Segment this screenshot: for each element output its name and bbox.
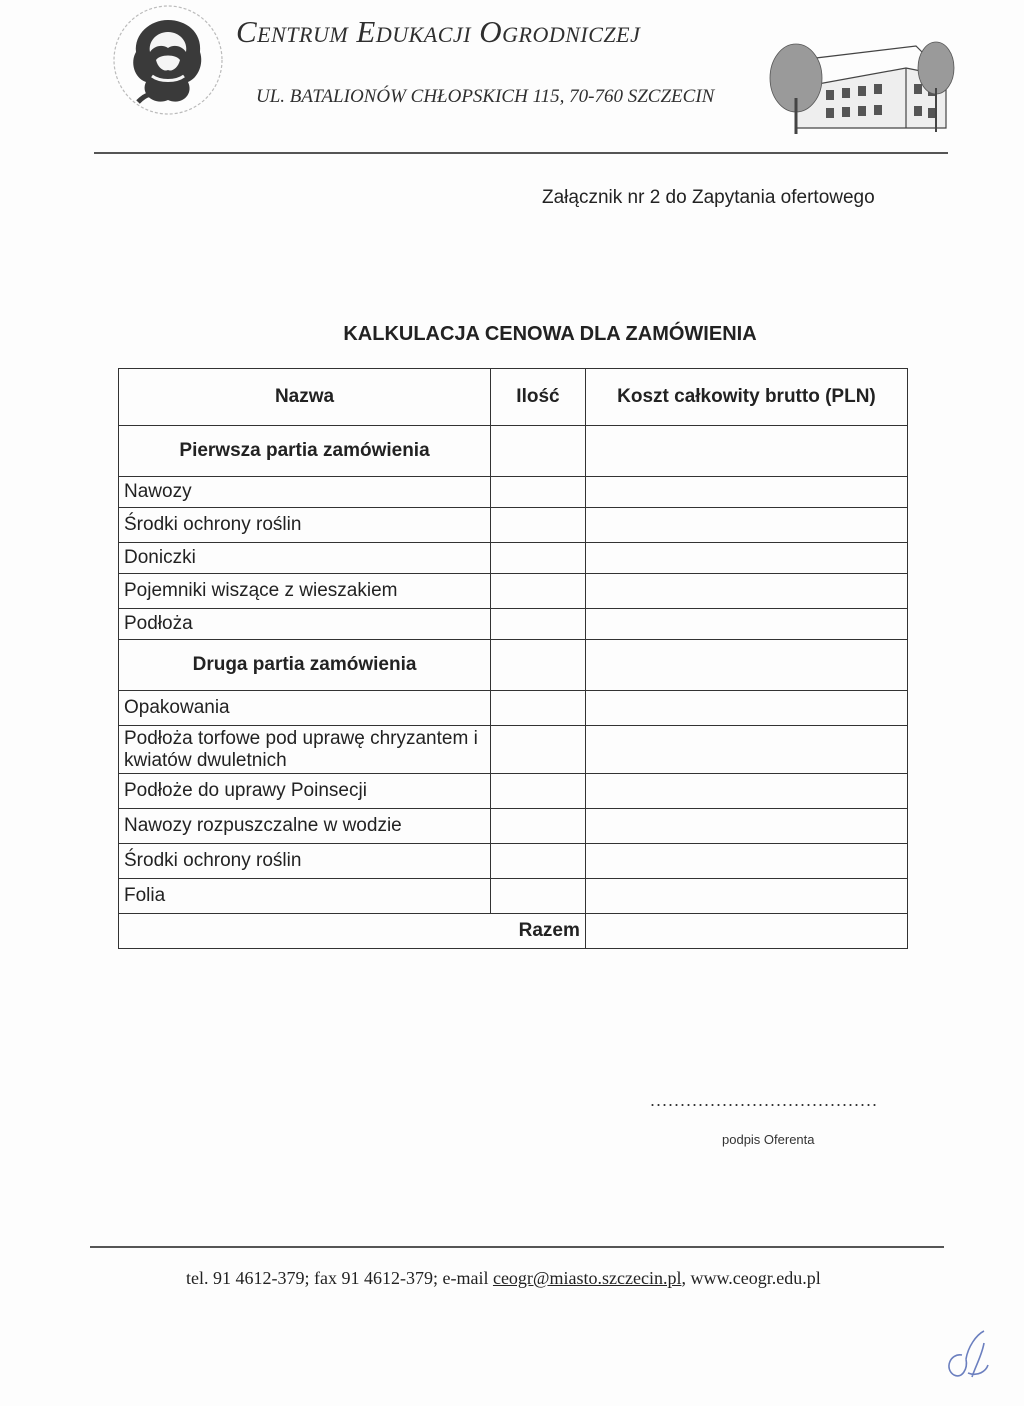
quantity-cell[interactable] [491,543,586,574]
cost-cell[interactable] [585,574,907,609]
organization-address: UL. BATALIONÓW CHŁOPSKICH 115, 70-760 SZCZECIN [256,86,715,107]
total-label: Razem [119,914,586,949]
quantity-cell[interactable] [491,426,586,477]
quantity-cell[interactable] [491,477,586,508]
item-name: Opakowania [119,691,491,726]
rose-logo-icon [108,2,228,122]
table-row [119,844,908,879]
organization-name: Centrum Edukacji Ogrodniczej [236,14,641,49]
table-row [119,574,908,609]
footer-contact [186,1268,821,1289]
email-link[interactable]: ceogr@miasto.szczecin.pl [492,1268,682,1288]
signature-label: podpis Oferenta [722,1132,815,1147]
quantity-cell[interactable] [491,691,586,726]
quantity-cell[interactable] [491,809,586,844]
section-row [119,640,908,691]
section-row [119,426,908,477]
cost-cell[interactable] [585,426,907,477]
column-header-cost: Koszt całkowity brutto (PLN) [585,369,907,426]
quantity-cell[interactable] [491,726,586,774]
cost-cell[interactable] [585,844,907,879]
cost-cell[interactable] [585,691,907,726]
contact-phone-fax: tel. 91 4612-379; fax 91 4612-379; e-mail [186,1268,493,1288]
table-row [119,609,908,640]
school-building-icon [756,28,956,138]
column-header-quantity: Ilość [491,369,586,426]
item-name: Środki ochrony roślin [119,844,491,879]
item-name: Nawozy [119,477,491,508]
item-name: Środki ochrony roślin [119,508,491,543]
cost-cell[interactable] [585,809,907,844]
section-title: Druga partia zamówienia [119,640,491,691]
item-name: Podłoże do uprawy Poinsecji [119,774,491,809]
quantity-cell[interactable] [491,844,586,879]
handwritten-initials-icon [932,1325,1002,1385]
quantity-cell[interactable] [491,774,586,809]
price-calculation-table [118,368,908,949]
table-row [119,477,908,508]
table-row [119,809,908,844]
document-title: KALKULACJA CENOWA DLA ZAMÓWIENIA [343,323,757,345]
item-name: Podłoża torfowe pod uprawę chryzantem i kwiatów dwuletnich [119,726,491,774]
column-header-name: Nazwa [119,369,491,426]
item-name: Doniczki [119,543,491,574]
cost-cell[interactable] [585,543,907,574]
quantity-cell[interactable] [491,640,586,691]
quantity-cell[interactable] [491,574,586,609]
table-row [119,543,908,574]
cost-cell[interactable] [585,774,907,809]
footer-divider [90,1246,944,1248]
item-name: Nawozy rozpuszczalne w wodzie [119,809,491,844]
quantity-cell[interactable] [491,508,586,543]
cost-cell[interactable] [585,640,907,691]
cost-cell[interactable] [585,726,907,774]
table-header-row [119,369,908,426]
table-row [119,879,908,914]
header-divider [94,152,948,154]
total-cost-cell[interactable] [585,914,907,949]
cost-cell[interactable] [585,879,907,914]
item-name: Folia [119,879,491,914]
contact-website: , www.ceogr.edu.pl [681,1268,821,1288]
quantity-cell[interactable] [491,609,586,640]
item-name: Podłoża [119,609,491,640]
quantity-cell[interactable] [491,879,586,914]
attachment-label: Załącznik nr 2 do Zapytania ofertowego [542,187,875,208]
table-row [119,508,908,543]
cost-cell[interactable] [585,609,907,640]
table-row [119,774,908,809]
item-name: Pojemniki wiszące z wieszakiem [119,574,491,609]
cost-cell[interactable] [585,508,907,543]
table-row [119,691,908,726]
cost-cell[interactable] [585,477,907,508]
signature-line: ...................................... [650,1090,879,1110]
section-title: Pierwsza partia zamówienia [119,426,491,477]
table-row [119,726,908,774]
total-row [119,914,908,949]
